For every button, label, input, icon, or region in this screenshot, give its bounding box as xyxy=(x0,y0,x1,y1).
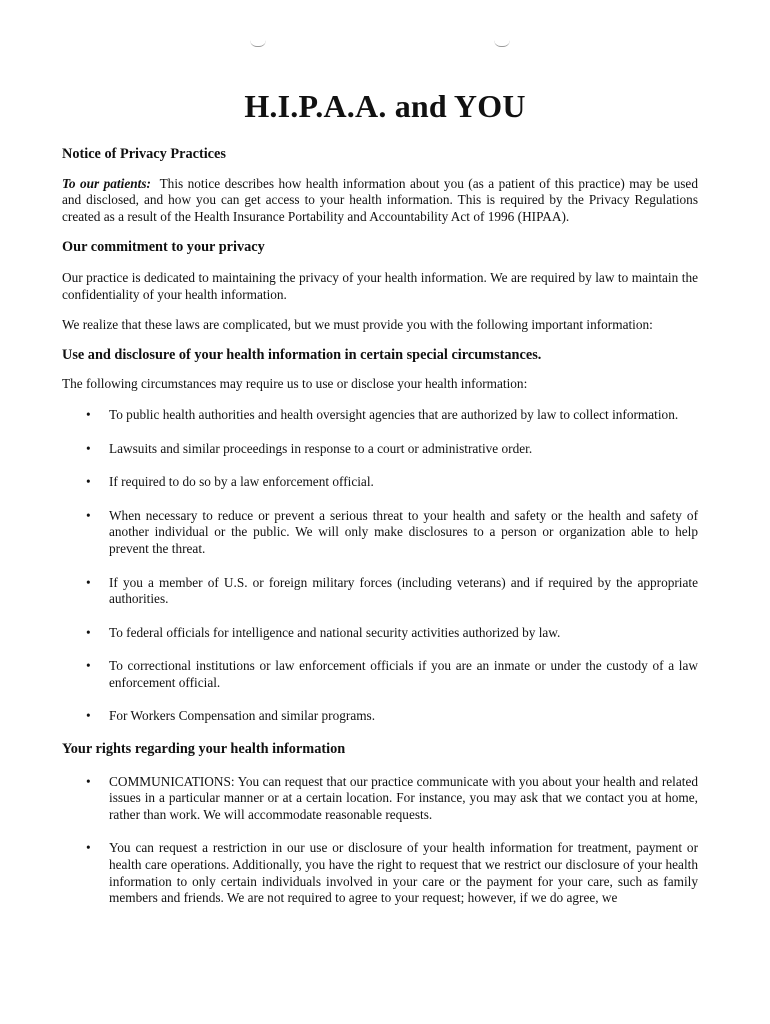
list-item xyxy=(62,658,698,691)
bullet-icon: • xyxy=(86,440,91,456)
list-item-text: For Workers Compensation and similar programs. xyxy=(109,708,376,724)
realize-paragraph: We realize that these laws are complicated, but we must provide you with the following important information: xyxy=(62,317,653,333)
intro-paragraph xyxy=(62,176,698,226)
list-item-text: If you a member of U.S. or foreign military forces (including veterans) and if required by the appropriate authorities. xyxy=(109,574,698,607)
list-item xyxy=(62,774,698,824)
bullet-icon: • xyxy=(86,624,91,640)
list-item-text: Lawsuits and similar proceedings in response to a court or administrative order. xyxy=(109,440,533,456)
bullet-icon: • xyxy=(86,406,91,422)
rights-heading: Your rights regarding your health information xyxy=(62,741,346,758)
circumstances-list xyxy=(62,407,698,725)
list-item xyxy=(62,708,698,725)
intro-lead: To our patients: xyxy=(62,175,151,191)
list-item xyxy=(62,407,698,424)
scan-mark-right xyxy=(494,40,510,47)
bullet-icon: • xyxy=(86,507,91,523)
bullet-icon: • xyxy=(86,840,91,856)
list-item-text: COMMUNICATIONS: You can request that our practice communicate with you about your health and related issues in a particular manner or at a certain location. For instance, you may ask that we contact you at home, rather than work. We will accommodate reasonable requests. xyxy=(109,773,698,822)
scan-mark-left xyxy=(250,40,266,47)
list-item-text: You can request a restriction in our use or disclosure of your health information for treatment, payment or health care operations. Additionally, you have the right to request that we restrict our disclosure of your health information to only certain individuals involved in your care or the payment for your care, such as family members and friends. We are not required to agree to your request; however, if we do agree, we xyxy=(109,840,698,906)
list-item xyxy=(62,441,698,458)
list-item-text: If required to do so by a law enforcement official. xyxy=(109,474,374,490)
list-item xyxy=(62,508,698,558)
list-item-text: To correctional institutions or law enforcement officials if you are an inmate or under the custody of a law enforcement official. xyxy=(109,658,698,690)
use-disclosure-heading: Use and disclosure of your health information in certain special circumstances. xyxy=(62,346,542,363)
bullet-icon: • xyxy=(86,474,91,490)
bullet-icon: • xyxy=(86,708,91,724)
list-item xyxy=(62,474,698,491)
circumstances-intro: The following circumstances may require us to use or disclose your health information: xyxy=(62,376,528,392)
document-body xyxy=(62,146,698,924)
list-item-text: To federal officials for intelligence and national security activities authorized by law. xyxy=(109,624,561,640)
commitment-heading: Our commitment to your privacy xyxy=(62,239,265,256)
intro-text: This notice describes how health information about you (as a patient of this practice) may be used and disclosed, and how you can get access to your health information. This is required by the Privacy Regulations created as a result of the Health Insurance Portability and Accountability Act of 1996 (HIPAA). xyxy=(62,175,698,224)
list-item xyxy=(62,840,698,906)
list-item-text: When necessary to reduce or prevent a serious threat to your health and safety or the health and safety of another individual or the public. We will only make disclosures to a person or organization able to help prevent the threat. xyxy=(109,507,698,556)
bullet-icon: • xyxy=(86,658,91,674)
list-item xyxy=(62,625,698,642)
list-item xyxy=(62,575,698,608)
rights-list xyxy=(62,774,698,907)
document-title: H.I.P.A.A. and YOU xyxy=(244,88,526,124)
commitment-paragraph: Our practice is dedicated to maintaining the privacy of your health information. We are required by law to maintain the confidentiality of your health information. xyxy=(62,269,698,302)
notice-heading: Notice of Privacy Practices xyxy=(62,146,226,162)
list-item-text: To public health authorities and health oversight agencies that are authorized by law to collect information. xyxy=(109,406,679,422)
bullet-icon: • xyxy=(86,574,91,590)
bullet-icon: • xyxy=(86,773,91,789)
